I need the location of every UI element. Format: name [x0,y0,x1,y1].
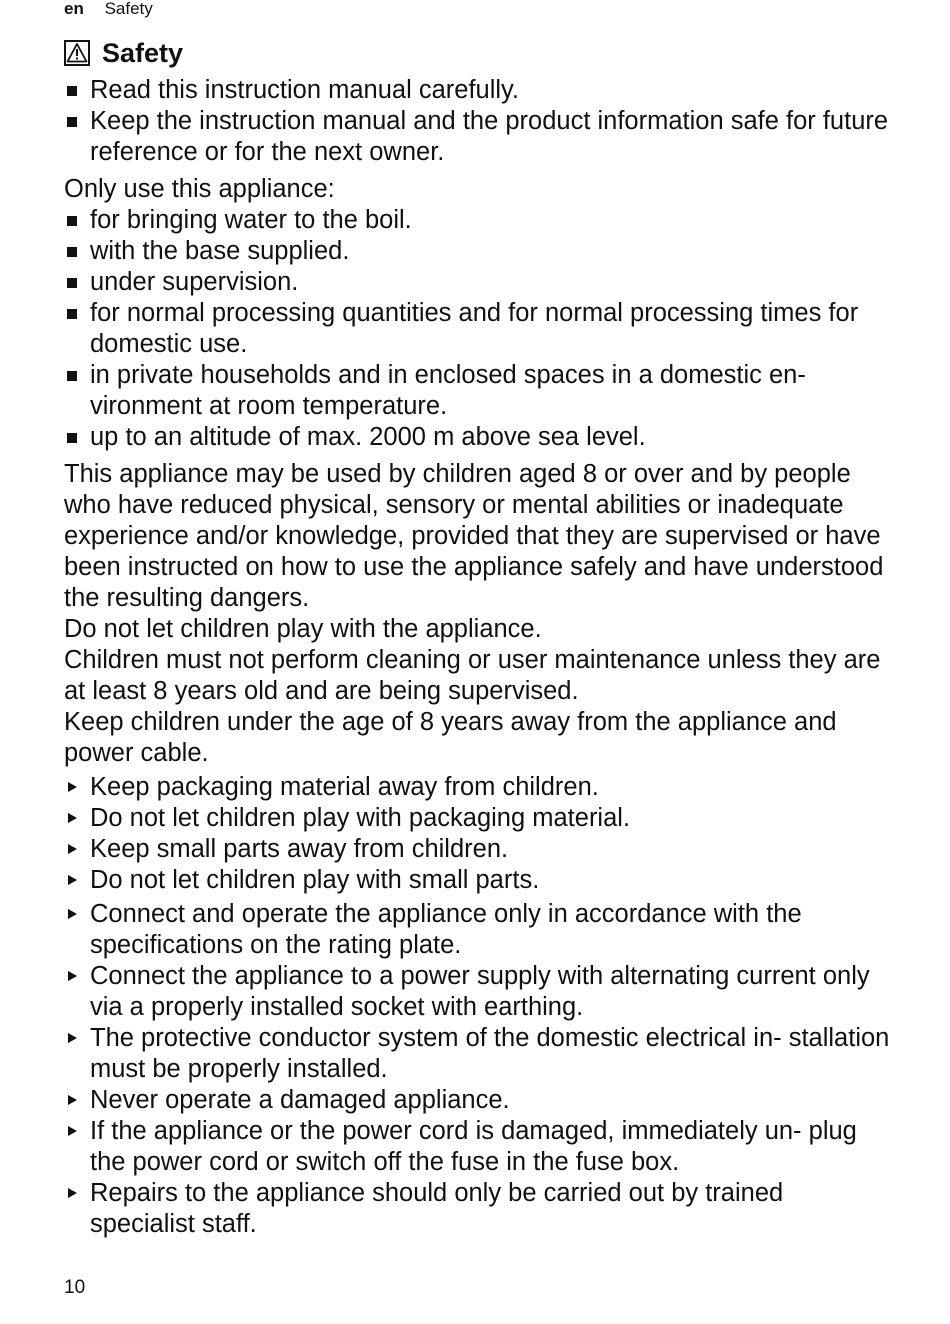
list-item: with the base supplied. [64,236,894,267]
children-paragraph: This appliance may be used by children aged 8 or over and by people who have reduced physical, sensory or mental abilities or inadequate experience and/or knowledge, provided that they are supervised or have been instructed on how to use the appliance safely and have understood the resulting dangers. [64,460,884,612]
children-paragraph: Do not let children play with the appliance. [64,615,542,643]
page-number: 10 [64,1277,86,1298]
list-item: Do not let children play with packaging material. [64,803,894,834]
list-item: Connect and operate the appliance only in accordance with the specifications on the rating plate. [64,899,894,961]
list-item: Connect the appliance to a power supply with alternating current only via a properly installed socket with earthing. [64,961,894,1023]
list-item: for bringing water to the boil. [64,205,894,236]
electric-warning-list [64,899,894,1240]
page-header [64,0,153,20]
list-item: Keep the instruction manual and the product information safe for future reference or for the next owner. [64,106,894,168]
language-label: en [64,0,84,18]
page-title [64,36,183,70]
list-item: Read this instruction manual carefully. [64,75,894,106]
children-paragraph: Children must not perform cleaning or user maintenance unless they are at least 8 years old and are being supervised. [64,646,881,705]
title-text: Safety [102,38,184,68]
list-item: Never operate a damaged appliance. [64,1085,894,1116]
children-paragraph: Keep children under the age of 8 years away from the appliance and power cable. [64,708,837,767]
warning-icon [64,40,90,66]
list-item: The protective conductor system of the domestic electrical in- stallation must be properly installed. [64,1023,894,1085]
list-item: under supervision. [64,267,894,298]
intro-list [64,75,894,168]
safety-content [64,75,894,1240]
list-item: Repairs to the appliance should only be carried out by trained specialist staff. [64,1178,894,1240]
children-warning-list [64,772,894,896]
list-item: If the appliance or the power cord is damaged, immediately un- plug the power cord or switch off the fuse in the fuse box. [64,1116,894,1178]
section-label: Safety [104,0,153,18]
list-item: Do not let children play with small parts. [64,865,894,896]
list-item: Keep small parts away from children. [64,834,894,865]
list-item: in private households and in enclosed spaces in a domestic en- vironment at room temperature. [64,360,894,422]
list-item: up to an altitude of max. 2000 m above sea level. [64,422,894,453]
use-heading: Only use this appliance: [64,175,335,203]
list-item: for normal processing quantities and for normal processing times for domestic use. [64,298,894,360]
use-list [64,205,894,453]
list-item: Keep packaging material away from children. [64,772,894,803]
